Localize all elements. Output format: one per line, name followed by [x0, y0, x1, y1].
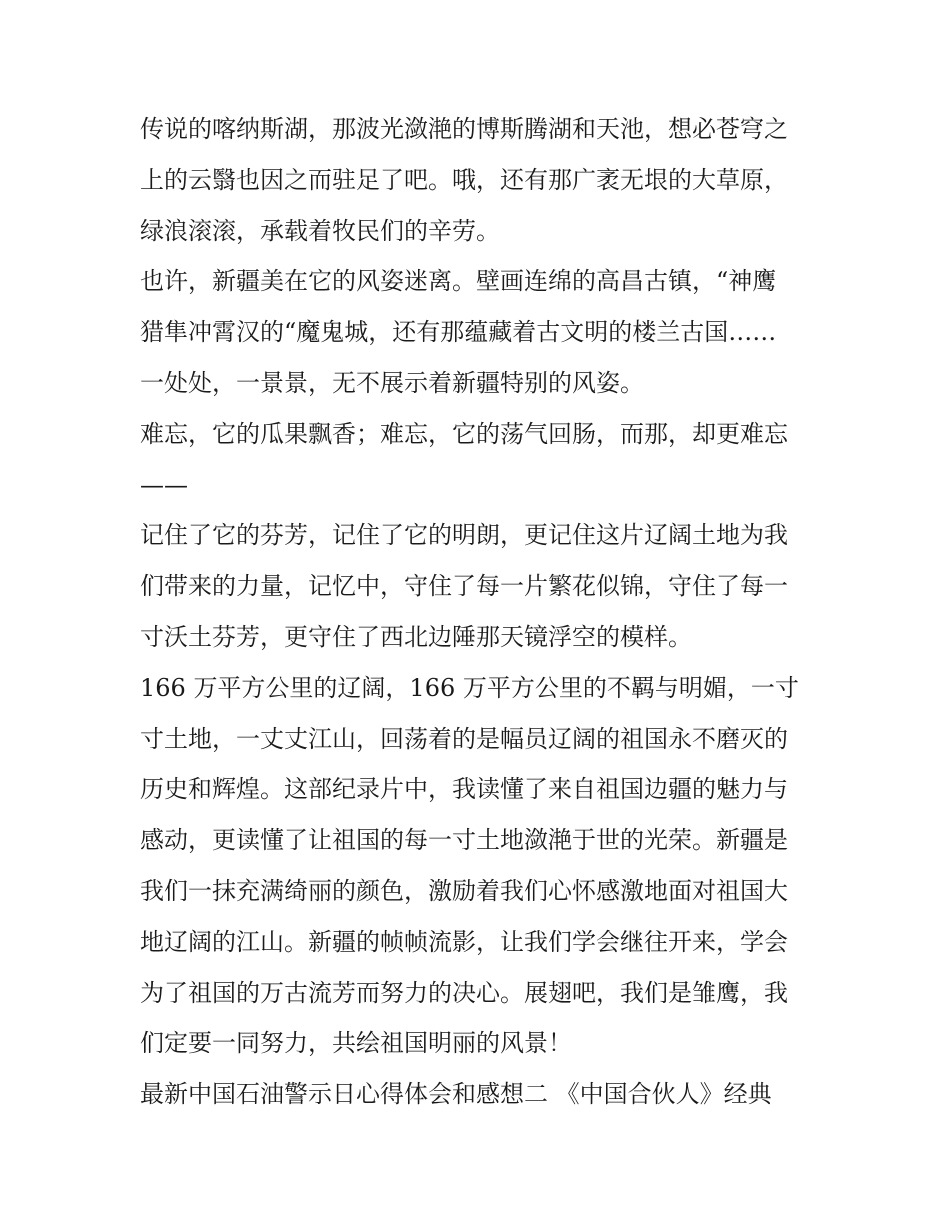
text-line: 上的云翳也因之而驻足了吧。哦，还有那广袤无垠的大草原， — [140, 165, 788, 194]
text-line: 寸沃土芬芳，更守住了西北边陲那天镜浮空的模样。 — [140, 622, 692, 651]
text-line: 历史和辉煌。这部纪录片中，我读懂了来自祖国边疆的魅力与 — [140, 775, 788, 804]
text-line: 为了祖国的万古流芳而努力的决心。展翅吧，我们是雏鹰，我 — [140, 978, 788, 1007]
text-line: 传说的喀纳斯湖，那波光潋滟的博斯腾湖和天池，想必苍穹之 — [140, 115, 788, 143]
text-line: 最新中国石油警示日心得体会和感想二 《中国合伙人》经典 — [140, 1080, 772, 1109]
text-line: 猎隼冲霄汉的“魔鬼城，还有那蕴藏着古文明的楼兰古国…… — [140, 318, 777, 347]
text-line: 地辽阔的江山。新疆的帧帧流影，让我们学会继往开来，学会 — [140, 927, 788, 956]
text-line: 难忘，它的瓜果飘香；难忘，它的荡气回肠，而那，却更难忘 — [140, 419, 788, 448]
text-line: 也许，新疆美在它的风姿迷离。壁画连绵的高昌古镇，“神鹰 — [140, 267, 777, 296]
text-line: —— — [140, 470, 188, 499]
text-line: 我们一抹充满绮丽的颜色，激励着我们心怀感激地面对祖国大 — [140, 876, 788, 905]
body-text — [140, 104, 820, 1120]
text-line: 绿浪滚滚，承载着牧民们的辛劳。 — [140, 216, 500, 245]
text-line: 寸土地，一丈丈江山，回荡着的是幅员辽阔的祖国永不磨灭的 — [140, 724, 788, 753]
text-line: 166 万平方公里的辽阔，166 万平方公里的不羁与明媚，一寸 — [140, 673, 799, 702]
text-line: 感动，更读懂了让祖国的每一寸土地潋滟于世的光荣。新疆是 — [140, 826, 788, 855]
text-line: 记住了它的芬芳，记住了它的明朗，更记住这片辽阔土地为我 — [140, 521, 788, 550]
text-line: 一处处，一景景，无不展示着新疆特别的风姿。 — [140, 368, 644, 397]
text-line: 们定要一同努力，共绘祖国明丽的风景！ — [140, 1029, 572, 1058]
text-line: 们带来的力量，记忆中，守住了每一片繁花似锦，守住了每一 — [140, 572, 788, 601]
